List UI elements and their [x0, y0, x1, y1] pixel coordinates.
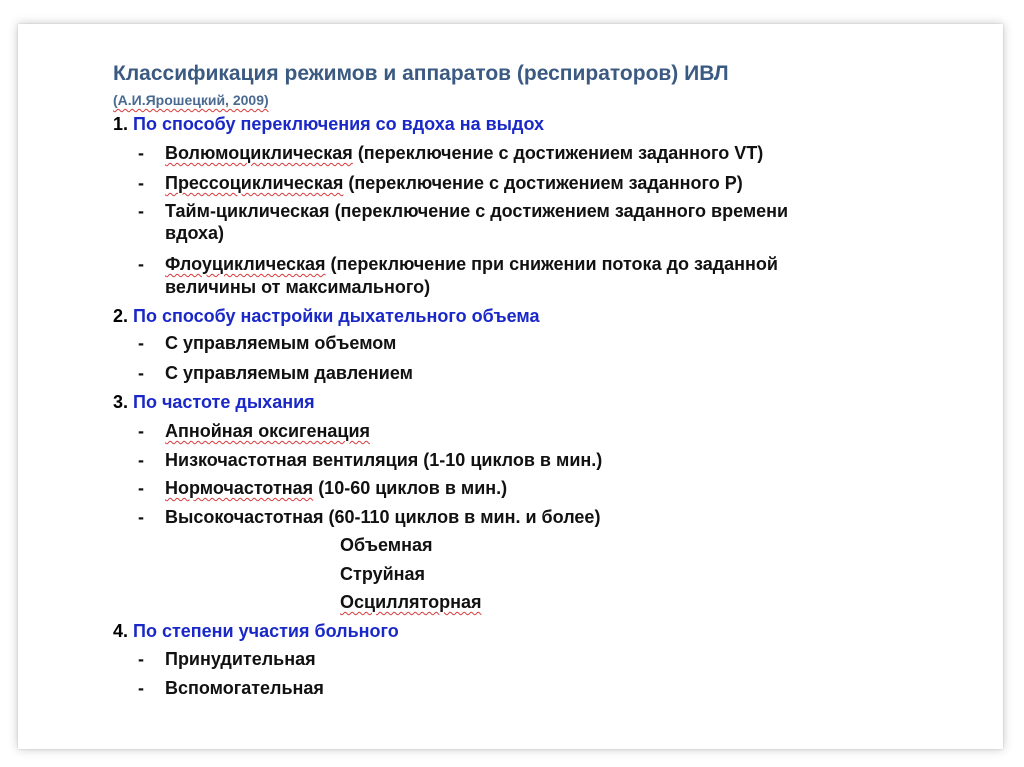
sub-item — [340, 592, 481, 613]
list-dash: - — [138, 173, 144, 193]
item-term: Флоуциклическая — [165, 254, 326, 274]
section-2-title: По способу настройки дыхательного объема — [133, 306, 540, 326]
section-1-heading — [113, 114, 544, 135]
item-term: С управляемым давлением — [165, 363, 413, 383]
item-term: С управляемым объемом — [165, 333, 397, 353]
section-3-heading — [113, 392, 315, 413]
item-term: Волюмоциклическая — [165, 143, 353, 163]
section-3-title: По частоте дыхания — [133, 392, 315, 412]
list-item — [138, 478, 507, 499]
list-dash: - — [138, 421, 144, 441]
list-item — [138, 363, 413, 384]
item-term: Принудительная — [165, 649, 316, 669]
item-continuation: величины от максимального) — [165, 277, 431, 297]
slide — [18, 24, 1003, 749]
list-dash: - — [138, 201, 144, 221]
item-term: Низкочастотная вентиляция (1-10 циклов в мин.) — [165, 450, 603, 470]
list-item — [138, 421, 370, 442]
sub-item-text: Осцилляторная — [340, 592, 482, 612]
slide-title: Классификация режимов и аппаратов (респираторов) ИВЛ — [113, 62, 729, 85]
section-1-title: По способу переключения со вдоха на выдох — [133, 114, 545, 134]
list-item — [138, 254, 778, 275]
list-item — [138, 333, 396, 354]
section-4-title: По степени участия больного — [133, 621, 399, 641]
item-term: Нормочастотная — [165, 478, 314, 498]
list-item — [138, 678, 324, 699]
slide-subtitle — [113, 92, 269, 108]
item-term: Прессоциклическая — [165, 173, 344, 193]
item-detail: (10-60 циклов в мин.) — [313, 478, 508, 498]
section-3-number: 3. — [113, 392, 129, 412]
list-item — [138, 450, 602, 471]
list-dash: - — [138, 363, 144, 383]
item-detail: (переключение с достижением заданного времени — [329, 201, 789, 221]
item-term: Вспомогательная — [165, 678, 324, 698]
item-continuation: вдоха) — [165, 223, 225, 243]
subtitle-text: (А.И.Ярошецкий, 2009) — [113, 92, 269, 108]
section-2-heading — [113, 306, 539, 327]
list-dash: - — [138, 143, 144, 163]
item-detail: (переключение при снижении потока до заданной — [325, 254, 778, 274]
item-detail: (60-110 циклов в мин. и более) — [323, 507, 601, 527]
list-dash: - — [138, 649, 144, 669]
item-term: Высокочастотная — [165, 507, 324, 527]
sub-item: Струйная — [340, 564, 426, 584]
section-4-heading — [113, 621, 399, 642]
section-2-number: 2. — [113, 306, 129, 326]
list-dash: - — [138, 450, 144, 470]
list-item — [138, 143, 763, 164]
item-term: Тайм-циклическая — [165, 201, 330, 221]
list-dash: - — [138, 333, 144, 353]
list-dash: - — [138, 507, 144, 527]
list-item — [138, 649, 316, 670]
list-item — [138, 173, 743, 194]
item-detail: (переключение с достижением заданного VT) — [352, 143, 764, 163]
list-dash: - — [138, 478, 144, 498]
item-detail: (переключение с достижением заданного Р) — [343, 173, 743, 193]
sub-item: Объемная — [340, 535, 433, 555]
list-item — [138, 201, 788, 222]
list-dash: - — [138, 254, 144, 274]
list-dash: - — [138, 678, 144, 698]
item-term: Апнойная оксигенация — [165, 421, 371, 441]
list-item — [138, 507, 600, 528]
section-1-number: 1. — [113, 114, 129, 134]
section-4-number: 4. — [113, 621, 129, 641]
